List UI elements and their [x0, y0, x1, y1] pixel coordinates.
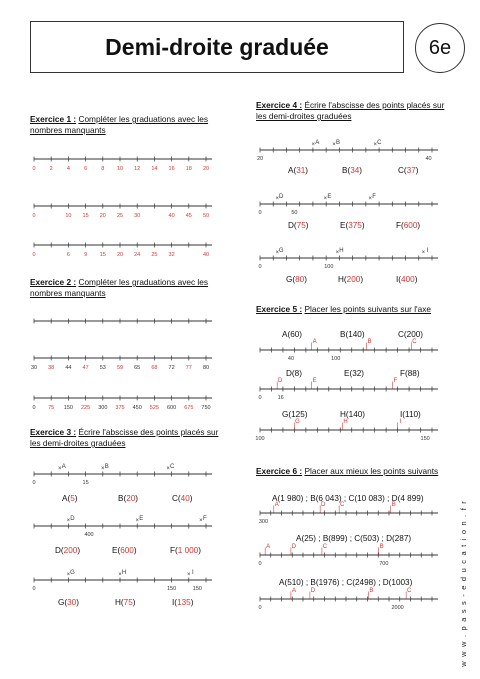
ex5-point-mark: |	[310, 382, 313, 389]
ex4-point-label: H	[339, 248, 344, 254]
ex3-tick-label: 15	[82, 480, 89, 486]
ex6-point-label: C	[407, 588, 412, 594]
ex4-point-label: B	[335, 140, 340, 146]
ex1-tick-label: 20	[116, 252, 124, 258]
ex4-answer-row-3: G(80)	[286, 275, 307, 284]
ex1-tick-label: 25	[151, 252, 158, 258]
ex5-item: A(60)	[282, 330, 303, 339]
ex6-point-mark: |	[264, 548, 267, 555]
ex5-text: Placer les points suivants sur l'axe	[304, 304, 432, 314]
ex4-answer-row-1c: C(37)	[398, 166, 419, 175]
ex3-label: Exercice 3 :	[30, 427, 77, 437]
ex2-tick-label: 450	[132, 405, 142, 411]
ex4-tick-label: 50	[291, 210, 298, 216]
ex5-tick-label: 0	[258, 395, 262, 401]
ex1-tick-label: 24	[134, 252, 141, 258]
ex5-point-mark: |	[365, 343, 368, 350]
website-label: w w w . p a s s - e d u c a t i o n . f r	[459, 500, 468, 667]
ex5-point-label: B	[367, 339, 372, 345]
ex2-tick-label: 72	[168, 365, 175, 371]
ex5-point-label: A	[312, 339, 317, 345]
ex6-point-label: A	[291, 588, 296, 594]
ex3-point-label: G	[70, 570, 75, 576]
ex3-point-label: E	[139, 516, 144, 522]
ex4-answer-row-1: A(31)	[288, 166, 309, 175]
ex3-point-mark: ×	[187, 572, 191, 578]
ex4-point-label: A	[315, 140, 320, 146]
ex2-tick-label: 68	[151, 365, 158, 371]
ex1-tick-label: 20	[99, 213, 106, 219]
ex6-point-label: B	[379, 544, 384, 550]
ex5-tick-label: 16	[277, 395, 284, 401]
ex4-point-label: F	[372, 194, 376, 200]
ex6-tick-label: 0	[258, 561, 262, 567]
ex5-item: B(140)	[340, 330, 365, 339]
ex1-tick-label: 10	[65, 213, 72, 219]
ex6-row-text: A(1 980) ; B(6 043) ; C(10 083) ; D(4 899)	[272, 494, 424, 503]
ex3-answer-row-3: G(30)	[58, 598, 79, 607]
ex4-answer-row-3b: H(200)	[338, 275, 364, 284]
ex4-text: Écrire l'abscisse des points placés sur les demi-droites graduées	[256, 100, 445, 121]
ex4-point-label: C	[377, 140, 382, 146]
ex6-row-text: A(25) ; B(899) ; C(503) ; D(287)	[296, 534, 412, 543]
ex3-point-label: H	[121, 570, 127, 576]
ex4-tick-label: 40	[425, 156, 432, 162]
ex6-tick-label: 700	[379, 561, 389, 567]
ex1-tick-label: 0	[32, 166, 36, 172]
ex6-tick-label: 2000	[391, 605, 404, 611]
ex5-item: I(110)	[400, 410, 421, 419]
ex4-point-label: E	[327, 194, 332, 200]
ex6-tick-label: 0	[258, 605, 262, 611]
ex1-tick-label: 2	[49, 166, 53, 172]
ex4-point-mark: ×	[373, 142, 377, 148]
ex6-point-mark: |	[308, 592, 311, 599]
ex6-point-label: B	[369, 588, 374, 594]
ex1-tick-label: 32	[168, 252, 175, 258]
ex1-tick-label: 15	[99, 252, 106, 258]
ex2-tick-label: 30	[30, 365, 38, 371]
ex1-tick-label: 6	[66, 252, 70, 258]
ex4-point-mark: ×	[421, 250, 426, 256]
ex3-answer-row-2c: F(1 000)	[170, 546, 201, 555]
ex2-tick-label: 300	[98, 405, 108, 411]
ex4-answer-row-2b: E(375)	[340, 221, 365, 230]
ex5-item: H(140)	[340, 410, 366, 419]
ex1-tick-label: 10	[116, 166, 124, 172]
ex2-tick-label: 600	[167, 405, 177, 411]
ex3-answer-row-1: A(5)	[62, 494, 78, 503]
ex3-point-label: C	[169, 464, 175, 470]
ex5-tick-label: 40	[287, 356, 295, 362]
ex6-point-label: D	[310, 588, 316, 594]
ex1-tick-label: 18	[185, 166, 192, 172]
ex2-tick-label: 59	[116, 365, 124, 371]
ex4-point-mark: ×	[323, 196, 328, 202]
ex4-tick-label: 0	[258, 210, 262, 216]
ex1-label: Exercice 1 :	[30, 114, 77, 124]
ex5-item: G(125)	[282, 410, 308, 419]
ex5-item: C(200)	[398, 330, 424, 339]
ex1-tick-label: 0	[32, 213, 36, 219]
ex4-point-mark: ×	[275, 196, 279, 202]
ex3-answer-row-1b: B(20)	[118, 494, 139, 503]
ex4-tick-label: 0	[258, 264, 262, 270]
ex2-tick-label: 375	[115, 405, 125, 411]
ex1-tick-label: 20	[202, 166, 210, 172]
ex3-answer-row-1c: C(40)	[172, 494, 193, 503]
ex6-point-mark: |	[367, 592, 370, 599]
ex6-point-mark: |	[272, 506, 275, 513]
ex5-point-mark: |	[310, 343, 313, 350]
ex3-answer-row-3b: H(75)	[115, 598, 136, 607]
ex1-tick-label: 50	[202, 213, 210, 219]
ex3-tick-label: 0	[32, 480, 36, 486]
ex2-tick-label: 77	[185, 365, 192, 371]
ex4-point-label: G	[278, 248, 284, 254]
ex6-point-mark: |	[405, 592, 408, 599]
ex3-tick-label: 400	[84, 532, 94, 538]
ex2-tick-label: 65	[134, 365, 141, 371]
ex6-point-label: B	[391, 502, 396, 508]
ex6-point-label: A	[266, 544, 271, 550]
ex3-point-mark: ×	[101, 466, 105, 472]
ex6-point-label: A	[274, 502, 279, 508]
ex2-tick-label: 750	[201, 405, 211, 411]
ex6-point-mark: |	[377, 548, 380, 555]
ex1-tick-label: 15	[82, 213, 89, 219]
ex6-point-label: D	[321, 502, 326, 508]
ex5-point-label: G	[295, 419, 300, 425]
ex4-answer-row-2c: F(600)	[396, 221, 421, 230]
page-title: Demi-droite graduée	[105, 33, 329, 60]
ex6-point-mark: |	[389, 506, 392, 513]
ex6-point-label: C	[322, 544, 328, 550]
ex2-tick-label: 44	[65, 365, 72, 371]
ex2-tick-label: 150	[63, 405, 73, 411]
ex4-tick-label: 100	[324, 264, 334, 270]
ex5-point-label: D	[278, 378, 283, 384]
ex5-item: F(88)	[400, 369, 420, 378]
ex5-point-label: I	[399, 419, 402, 425]
ex1-tick-label: 40	[168, 213, 175, 219]
ex1-tick-label: 4	[66, 166, 70, 172]
ex6-point-mark: |	[290, 592, 292, 599]
ex1-tick-label: 6	[84, 166, 88, 172]
ex3-point-label: F	[203, 516, 207, 522]
ex3-point-mark: ×	[58, 466, 62, 472]
ex5-point-mark: |	[276, 382, 279, 389]
ex6-text: Placer aux mieux les points suivants	[304, 466, 439, 476]
ex2-tick-label: 38	[48, 365, 55, 371]
ex4-point-mark: ×	[368, 196, 372, 202]
ex3-point-mark: ×	[166, 466, 170, 472]
ex1-tick-label: 30	[134, 213, 141, 219]
ex3-answer-row-2b: E(600)	[112, 546, 137, 555]
ex2-tick-label: 0	[32, 405, 36, 411]
ex5-point-mark: |	[293, 423, 296, 430]
ex3-point-label: D	[70, 516, 75, 522]
ex1-tick-label: 0	[32, 252, 36, 258]
ex2-tick-label: 75	[48, 405, 55, 411]
ex1-tick-label: 40	[202, 252, 210, 258]
ex5-point-mark: |	[396, 423, 399, 430]
ex3-point-label: B	[104, 464, 109, 470]
ex5-tick-label: 150	[420, 436, 430, 442]
ex4-point-mark: ×	[311, 142, 316, 148]
ex4-point-mark: ×	[335, 250, 340, 256]
ex4-point-mark: ×	[332, 142, 336, 148]
ex5-point-mark: |	[391, 382, 394, 389]
ex6-point-label: C	[339, 502, 345, 508]
ex6-row-text: A(510) ; B(1976) ; C(2498) ; D(1003)	[279, 578, 413, 587]
ex4-label: Exercice 4 :	[256, 100, 303, 110]
ex2-tick-label: 80	[202, 365, 210, 371]
ex6-label: Exercice 6 :	[256, 466, 303, 476]
ex5-point-label: E	[312, 378, 317, 384]
ex5-point-label: H	[343, 419, 348, 425]
ex3-tick-label: 0	[32, 586, 36, 592]
ex3-answer-row-3c: I(135)	[172, 598, 194, 607]
ex3-point-mark: ×	[66, 518, 71, 524]
ex1-tick-label: 12	[134, 166, 141, 172]
ex5-item: D(8)	[286, 369, 302, 378]
ex1-tick-label: 8	[101, 166, 105, 172]
ex2-tick-label: 53	[99, 365, 106, 371]
ex3-point-mark: ×	[199, 518, 203, 524]
ex2-tick-label: 525	[149, 405, 159, 411]
ex1-text: Compléter les graduations avec les nombres manquants	[30, 114, 209, 135]
ex4-answer-row-3c: I(400)	[396, 275, 418, 284]
ex3-point-mark: ×	[135, 518, 139, 524]
ex3-point-label: I	[191, 570, 194, 576]
ex4-answer-row-1b: B(34)	[342, 166, 363, 175]
ex3-point-mark: ×	[118, 572, 122, 578]
ex4-point-mark: ×	[275, 250, 279, 256]
ex5-point-mark: |	[341, 423, 344, 430]
ex1-tick-label: 9	[84, 252, 88, 258]
ex2-label: Exercice 2 :	[30, 277, 77, 287]
ex3-point-mark: ×	[66, 572, 71, 578]
ex2-tick-label: 47	[82, 365, 89, 371]
ex1-tick-label: 25	[116, 213, 124, 219]
ex6-point-mark: |	[290, 548, 292, 555]
ex4-point-label: I	[426, 248, 429, 254]
ex5-point-label: C	[412, 339, 417, 345]
ex6-point-mark: |	[319, 506, 322, 513]
ex6-point-label: D	[291, 544, 297, 550]
ex1-tick-label: 16	[168, 166, 175, 172]
ex1-tick-label: 14	[151, 166, 158, 172]
ex1-tick-label: 45	[185, 213, 192, 219]
ex5-tick-label: 100	[331, 356, 341, 362]
ex3-tick-label: 150	[167, 586, 177, 592]
ex3-text: Écrire l'abscisse des points placés sur les demi-droites graduées	[30, 427, 219, 448]
ex3-tick-label: 150	[192, 586, 202, 592]
ex3-point-label: A	[61, 464, 66, 470]
level-badge: 6e	[415, 23, 465, 73]
ex6-tick-label: 300	[258, 519, 269, 525]
ex6-point-mark: |	[321, 548, 323, 555]
ex2-text: Compléter les graduations avec les nombres manquants	[30, 277, 209, 298]
ex4-tick-label: 20	[256, 156, 264, 162]
ex4-answer-row-2: D(75)	[288, 221, 309, 230]
ex5-tick-label: 100	[255, 436, 265, 442]
ex4-point-label: D	[279, 194, 284, 200]
ex5-point-label: F	[393, 378, 398, 384]
ex6-point-mark: |	[338, 506, 341, 513]
ex2-tick-label: 225	[81, 405, 91, 411]
ex5-label: Exercice 5 :	[256, 304, 303, 314]
ex3-answer-row-2: D(200)	[55, 546, 81, 555]
ex5-item: E(32)	[344, 369, 365, 378]
ex2-tick-label: 675	[184, 405, 194, 411]
ex5-point-mark: |	[410, 343, 413, 350]
